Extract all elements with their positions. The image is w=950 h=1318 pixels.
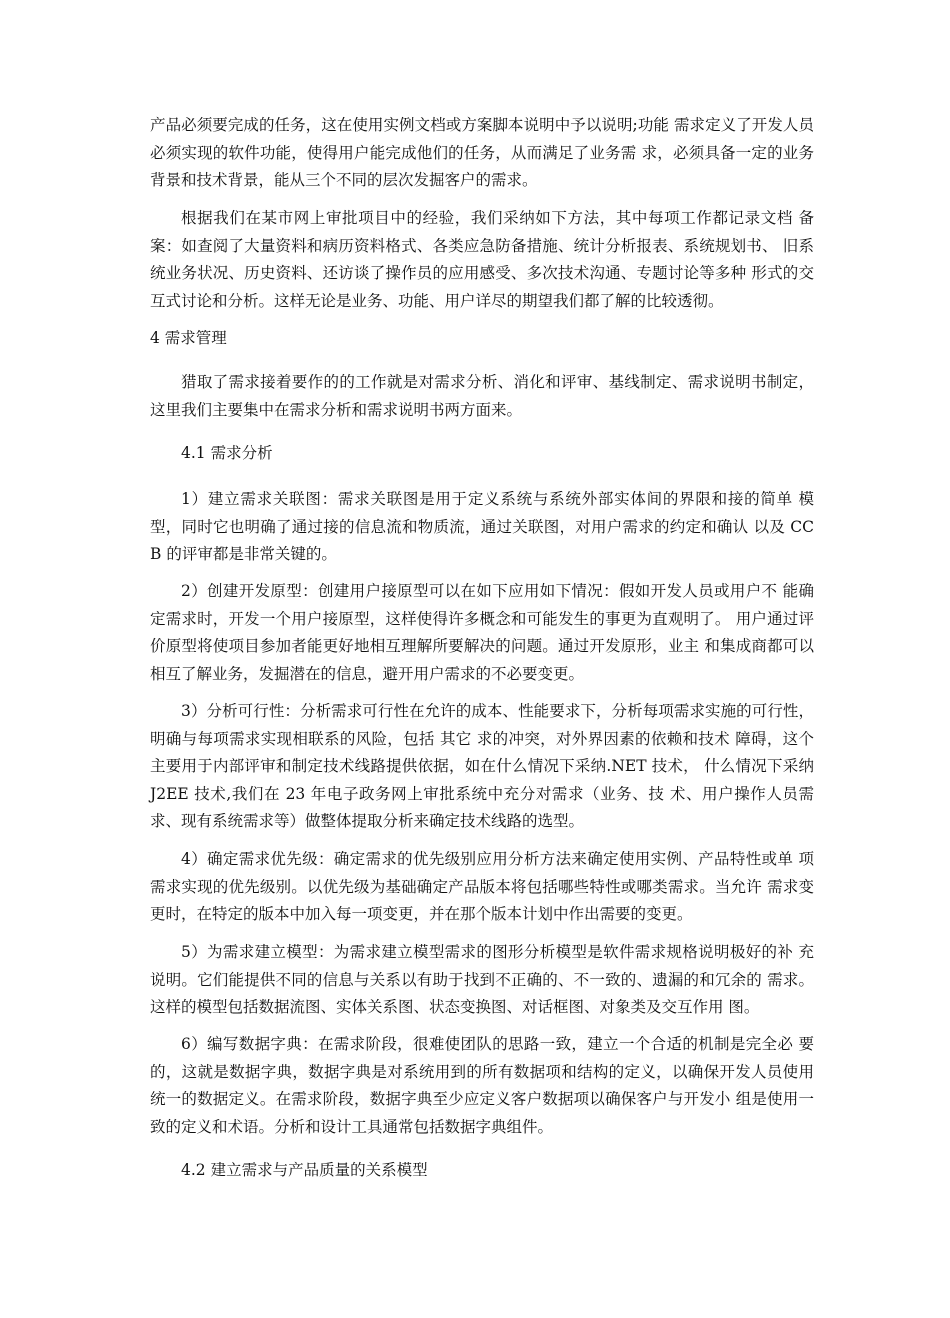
section-heading-4: 4 需求管理 bbox=[150, 329, 227, 347]
paragraph-feasibility: 3）分析可行性：分析需求可行性在允许的成本、性能要求下，分析每项需求实施的可行性，明确与每项需求实现相联系的风险，包括 其它 求的冲突，对外界因素的依赖和技术 障碍，这个主要用于内部评审和制定技术线路提供依据，如在什么情况下采纳.NET 技术， 什么情况下采纳 J2EE 技术,我们在 23 年电子政务网上审批系统中充分对需求（业务、技 术、用户操作人员需求、现有系统需求等）做整体提取分析来确定技术线路的选型。 bbox=[150, 702, 814, 830]
section-heading-4-2: 4.2 建立需求与产品质量的关系模型 bbox=[181, 1161, 428, 1179]
paragraph-functional-requirements: 产品必须要完成的任务，这在使用实例文档或方案脚本说明中予以说明;功能 需求定义了开发人员必须实现的软件功能，使得用户能完成他们的任务，从而满足了业务需 求，必须具备一定的业务背景和技术背景，能从三个不同的层次发掘客户的需求。 bbox=[150, 116, 814, 189]
paragraph-modeling: 5）为需求建立模型：为需求建立模型需求的图形分析模型是软件需求规格说明极好的补 充说明。它们能提供不同的信息与关系以有助于找到不正确的、不一致的、遗漏的和冗余的 需求。这样的模型包括数据流图、实体关系图、状态变换图、对话框图、对象类及交互作用 图。 bbox=[150, 943, 814, 1016]
section-heading-4-1: 4.1 需求分析 bbox=[181, 444, 273, 462]
paragraph-approach: 根据我们在某市网上审批项目中的经验，我们采纳如下方法，其中每项工作都记录文档 备案：如查阅了大量资料和病历资料格式、各类应急防备措施、统计分析报表、系统规划书、 旧系统业务状况、历史资料、还访谈了操作员的应用感受、多次技术沟通、专题讨论等多种 形式的交互式讨论和分析。这样无论是业务、功能、用户详尽的期望我们都了解的比较透彻。 bbox=[150, 209, 814, 310]
paragraph-priority: 4）确定需求优先级：确定需求的优先级别应用分析方法来确定使用实例、产品特性或单 项需求实现的优先级别。以优先级为基础确定产品版本将包括哪些特性或哪类需求。当允许 需求变更时，在特定的版本中加入每一项变更，并在那个版本计划中作出需要的变更。 bbox=[150, 850, 814, 923]
paragraph-data-dictionary: 6）编写数据字典：在需求阶段，很难使团队的思路一致，建立一个合适的机制是完全必 要的，这就是数据字典，数据字典是对系统用到的所有数据项和结构的定义，以确保开发人员使用统一的数据定义。在需求阶段，数据字典至少应定义客户数据项以确保客户与开发小 组是使用一致的定义和术语。分析和设计工具通常包括数据字典组件。 bbox=[150, 1035, 814, 1136]
paragraph-context-diagram: 1）建立需求关联图：需求关联图是用于定义系统与系统外部实体间的界限和接的简单 模型，同时它也明确了通过接的信息流和物质流，通过关联图，对用户需求的约定和确认 以及 CCB 的评审都是非常关键的。 bbox=[150, 490, 814, 563]
paragraph-requirement-management-intro: 猎取了需求接着要作的的工作就是对需求分析、消化和评审、基线制定、需求说明书制定，这里我们主要集中在需求分析和需求说明书两方面来。 bbox=[150, 373, 814, 419]
paragraph-prototype: 2）创建开发原型：创建用户接原型可以在如下应用如下情况：假如开发人员或用户不 能确定需求时，开发一个用户接原型，这样使得许多概念和可能发生的事更为直观明了。 用户通过评价原型将使项目参加者能更好地相互理解所要解决的问题。通过开发原形，业主 和集成商都可以相互了解业务，发掘潜在的信息，避开用户需求的不必要变更。 bbox=[150, 582, 814, 683]
